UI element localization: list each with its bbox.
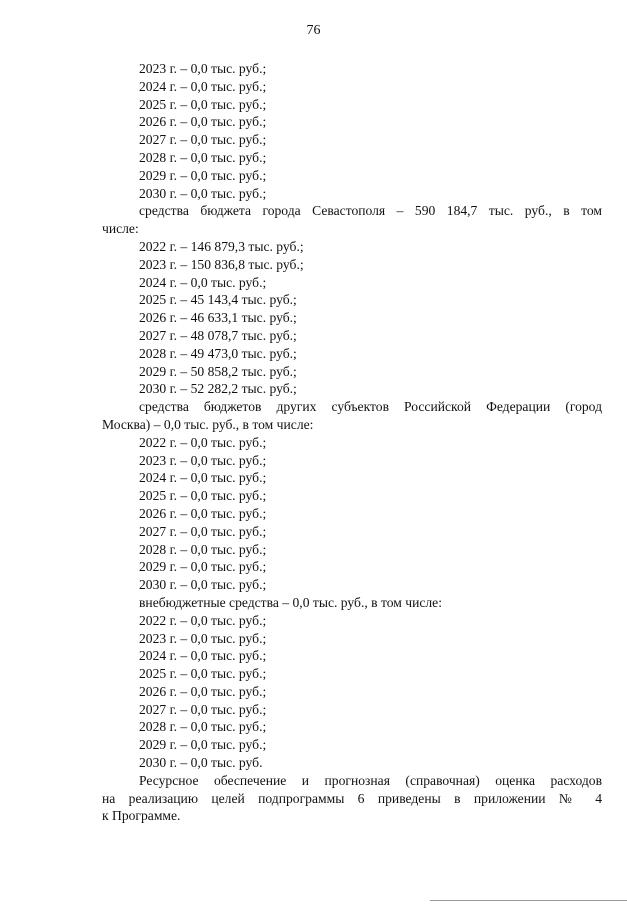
year-line: 2025 г. – 0,0 тыс. руб.; (139, 488, 267, 504)
other-subjects-heading: средства бюджетов других субъектов Российской Федерации (город (139, 399, 602, 415)
closing-line: Ресурсное обеспечение и прогнозная (справочная) оценка расходов (139, 772, 602, 788)
year-line: 2024 г. – 0,0 тыс. руб.; (139, 470, 267, 486)
year-line: 2027 г. – 0,0 тыс. руб.; (139, 523, 267, 539)
sevastopol-heading-cont: числе: (102, 221, 139, 237)
year-line: 2026 г. – 0,0 тыс. руб.; (139, 114, 267, 130)
scan-edge-line (430, 900, 627, 901)
year-line: 2029 г. – 0,0 тыс. руб.; (139, 737, 267, 753)
year-line: 2024 г. – 0,0 тыс. руб.; (139, 274, 267, 290)
year-line: 2025 г. – 0,0 тыс. руб.; (139, 666, 267, 682)
other-subjects-heading-cont: Москва) – 0,0 тыс. руб., в том числе: (102, 416, 314, 432)
year-line: 2022 г. – 0,0 тыс. руб.; (139, 434, 267, 450)
sevastopol-heading: средства бюджета города Севастополя – 590 184,7 тыс. руб., в том (139, 203, 602, 219)
year-line: 2023 г. – 0,0 тыс. руб.; (139, 630, 267, 646)
page-number: 76 (306, 23, 321, 38)
year-line: 2025 г. – 45 143,4 тыс. руб.; (139, 292, 297, 308)
closing-line: к Программе. (102, 808, 181, 824)
year-line: 2029 г. – 50 858,2 тыс. руб.; (139, 363, 297, 379)
year-line: 2027 г. – 48 078,7 тыс. руб.; (139, 327, 297, 343)
closing-line: на реализацию целей подпрограммы 6 приведены в приложении № 4 (102, 790, 602, 806)
year-line: 2030 г. – 0,0 тыс. руб.; (139, 185, 267, 201)
sevastopol-budget-block (102, 202, 602, 398)
extrabudgetary-heading: внебюджетные средства – 0,0 тыс. руб., в том числе: (139, 594, 442, 610)
year-line: 2030 г. – 52 282,2 тыс. руб.; (139, 381, 297, 397)
year-line: 2024 г. – 0,0 тыс. руб.; (139, 648, 267, 664)
year-line: 2030 г. – 0,0 тыс. руб.; (139, 577, 267, 593)
year-line: 2023 г. – 0,0 тыс. руб.; (139, 452, 267, 468)
year-line: 2029 г. – 0,0 тыс. руб.; (139, 559, 267, 575)
year-line: 2028 г. – 0,0 тыс. руб.; (139, 541, 267, 557)
year-line: 2028 г. – 0,0 тыс. руб.; (139, 719, 267, 735)
year-line: 2023 г. – 0,0 тыс. руб.; (139, 61, 267, 76)
extrabudgetary-block (102, 594, 602, 772)
year-line: 2026 г. – 0,0 тыс. руб.; (139, 683, 267, 699)
document-body (102, 60, 602, 825)
year-line: 2022 г. – 146 879,3 тыс. руб.; (139, 238, 304, 254)
year-line: 2027 г. – 0,0 тыс. руб.; (139, 701, 267, 717)
closing-paragraph (102, 772, 602, 825)
year-line: 2029 г. – 0,0 тыс. руб.; (139, 167, 267, 183)
year-line: 2027 г. – 0,0 тыс. руб.; (139, 132, 267, 148)
year-line: 2026 г. – 0,0 тыс. руб.; (139, 505, 267, 521)
year-line: 2024 г. – 0,0 тыс. руб.; (139, 78, 267, 94)
year-line: 2026 г. – 46 633,1 тыс. руб.; (139, 310, 297, 326)
year-line: 2030 г. – 0,0 тыс. руб. (139, 755, 263, 771)
year-line: 2022 г. – 0,0 тыс. руб.; (139, 612, 267, 628)
year-line: 2023 г. – 150 836,8 тыс. руб.; (139, 256, 304, 272)
year-line: 2028 г. – 49 473,0 тыс. руб.; (139, 345, 297, 361)
federal-years-list (102, 60, 602, 202)
other-subjects-budget-block (102, 398, 602, 594)
year-line: 2028 г. – 0,0 тыс. руб.; (139, 149, 267, 165)
year-line: 2025 г. – 0,0 тыс. руб.; (139, 96, 267, 112)
